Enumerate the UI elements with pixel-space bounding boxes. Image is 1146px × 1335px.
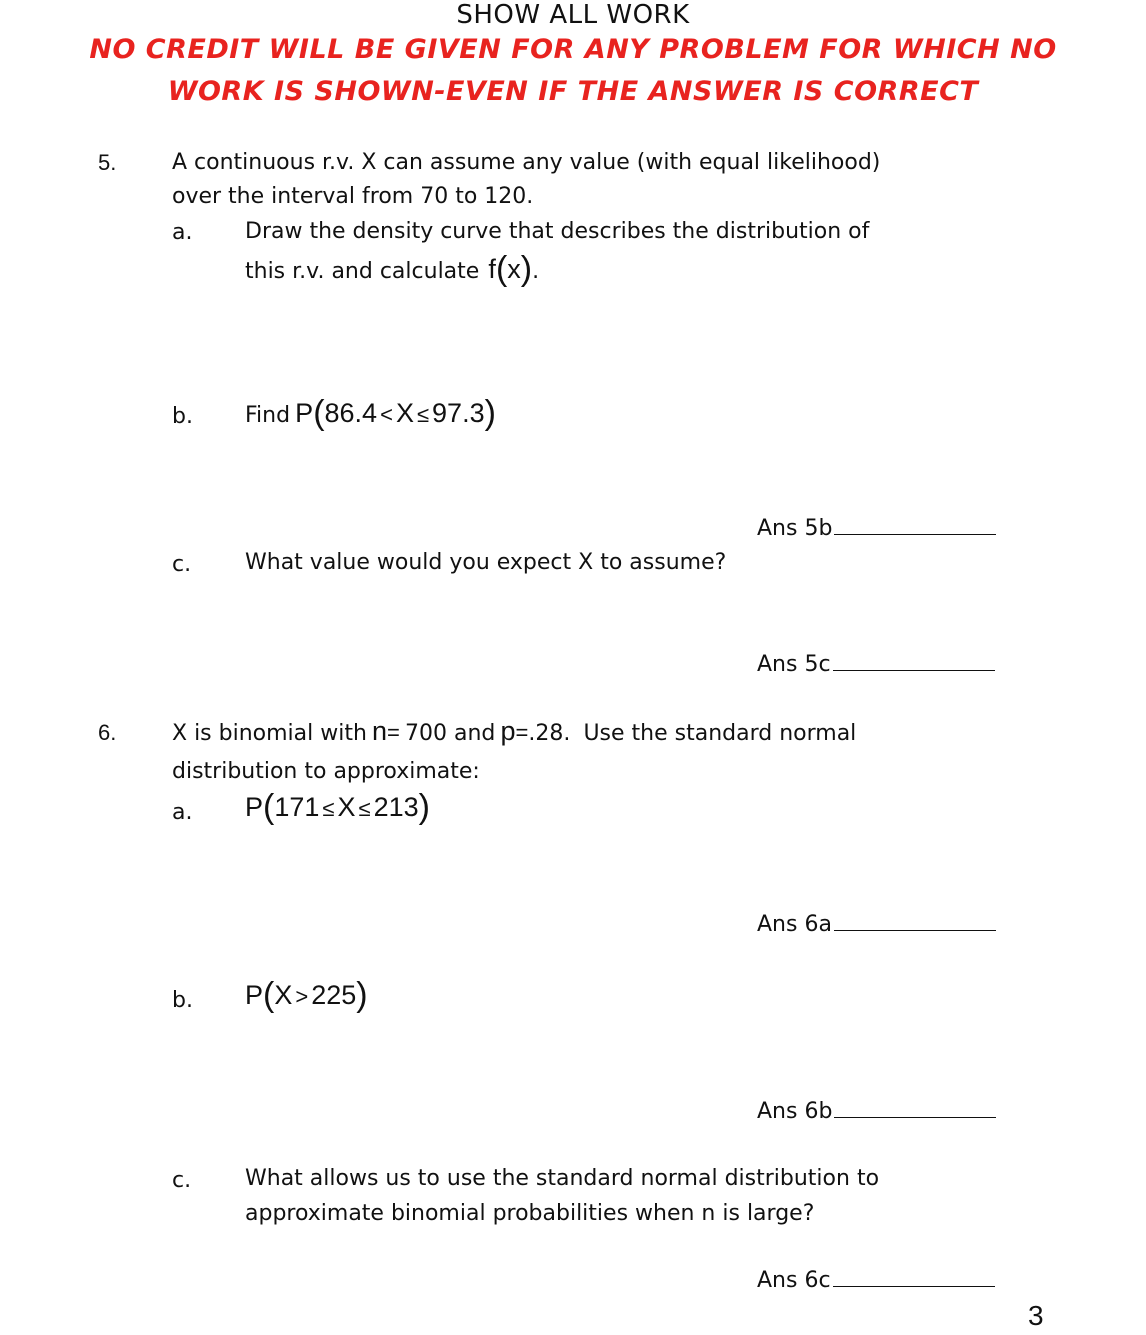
- p-variable: p: [500, 716, 516, 746]
- warning-line-1: NO CREDIT WILL BE GIVEN FOR ANY PROBLEM FOR WHICH NO: [89, 34, 1057, 65]
- question-5-stem-line-1: A continuous r.v. X can assume any value (with equal likelihood): [172, 150, 881, 175]
- question-6-stem-line-1: [172, 716, 856, 747]
- answer-6c-blank[interactable]: [833, 1268, 995, 1287]
- answer-5c-field[interactable]: [757, 652, 995, 677]
- question-5-number: 5.: [98, 150, 117, 175]
- function-f: f: [488, 254, 496, 284]
- question-6-number: 6.: [98, 720, 117, 745]
- answer-6a-blank[interactable]: [834, 912, 996, 931]
- question-6a-label: a.: [172, 800, 193, 825]
- prob-P: P: [245, 792, 264, 822]
- upper-bound: 213: [373, 792, 419, 822]
- question-6-stem-part-1: X is binomial with: [172, 721, 367, 746]
- density-function-expression: f(x): [488, 250, 533, 288]
- question-6c-line-1: What allows us to use the standard normal distribution to: [245, 1166, 880, 1191]
- page-heading: SHOW ALL WORK: [456, 0, 690, 30]
- equals-sign-2: =: [515, 720, 529, 745]
- question-6c-label: c.: [172, 1168, 192, 1193]
- question-5a-line-1: Draw the density curve that describes the distribution of: [245, 219, 870, 244]
- question-6c-line-2: approximate binomial probabilities when n is large?: [245, 1201, 815, 1226]
- lower-bound: 171: [274, 792, 320, 822]
- question-6-stem-part-2: Use the standard normal: [583, 721, 857, 746]
- answer-5b-field[interactable]: [757, 516, 996, 541]
- upper-bound: 97.3: [432, 398, 485, 428]
- random-variable: X: [274, 980, 293, 1010]
- answer-6c-field[interactable]: [757, 1268, 995, 1293]
- question-5b-label: b.: [172, 404, 193, 429]
- prob-P: P: [245, 980, 264, 1010]
- random-variable: X: [395, 398, 414, 428]
- n-variable: n: [372, 716, 388, 746]
- answer-6b-field[interactable]: [757, 1099, 996, 1124]
- function-x: x: [507, 254, 521, 284]
- question-5a-line-2: [245, 250, 539, 289]
- less-equal-symbol: ≤: [416, 402, 430, 427]
- question-5a-label: a.: [172, 220, 193, 245]
- answer-6a-field[interactable]: [757, 912, 996, 937]
- question-5a-text: this r.v. and calculate: [245, 259, 480, 284]
- answer-6b-label: Ans 6b: [757, 1099, 833, 1124]
- equals-sign-1: =: [387, 720, 400, 745]
- probability-expression-5b: P(86.4 < X ≤ 97.3): [295, 394, 496, 432]
- less-equal-symbol: ≤: [358, 796, 371, 821]
- answer-5b-label: Ans 5b: [757, 516, 833, 541]
- answer-6b-blank[interactable]: [834, 1099, 996, 1118]
- page-number: 3: [1028, 1300, 1044, 1331]
- question-5-stem-line-2: over the interval from 70 to 120.: [172, 184, 534, 209]
- p-value: .28.: [528, 721, 571, 746]
- probability-expression-6a: P(171 ≤ X ≤ 213): [245, 788, 430, 826]
- answer-6c-label: Ans 6c: [757, 1268, 831, 1293]
- question-6b-label: b.: [172, 988, 193, 1013]
- answer-5c-label: Ans 5c: [757, 652, 831, 677]
- question-5c-text: What value would you expect X to assume?: [245, 550, 727, 575]
- question-5b-find: Find: [245, 403, 291, 428]
- warning-line-2: WORK IS SHOWN-EVEN IF THE ANSWER IS CORRECT: [167, 76, 979, 107]
- n-value: 700 and: [405, 721, 496, 746]
- answer-6a-label: Ans 6a: [757, 912, 832, 937]
- greater-than-symbol: >: [295, 984, 309, 1009]
- lower-bound: 86.4: [324, 398, 378, 428]
- question-5a-period: .: [532, 259, 540, 284]
- question-6-stem-line-2: distribution to approximate:: [172, 759, 480, 784]
- threshold-value: 225: [311, 980, 357, 1010]
- less-than-symbol: <: [380, 402, 393, 427]
- random-variable: X: [337, 792, 356, 822]
- answer-5b-blank[interactable]: [834, 516, 996, 535]
- question-5b-expression: [245, 394, 496, 433]
- answer-5c-blank[interactable]: [833, 652, 995, 671]
- less-equal-symbol: ≤: [322, 796, 335, 821]
- prob-P: P: [295, 398, 314, 428]
- question-5c-label: c.: [172, 552, 192, 577]
- probability-expression-6b: P(X > 225): [245, 976, 368, 1014]
